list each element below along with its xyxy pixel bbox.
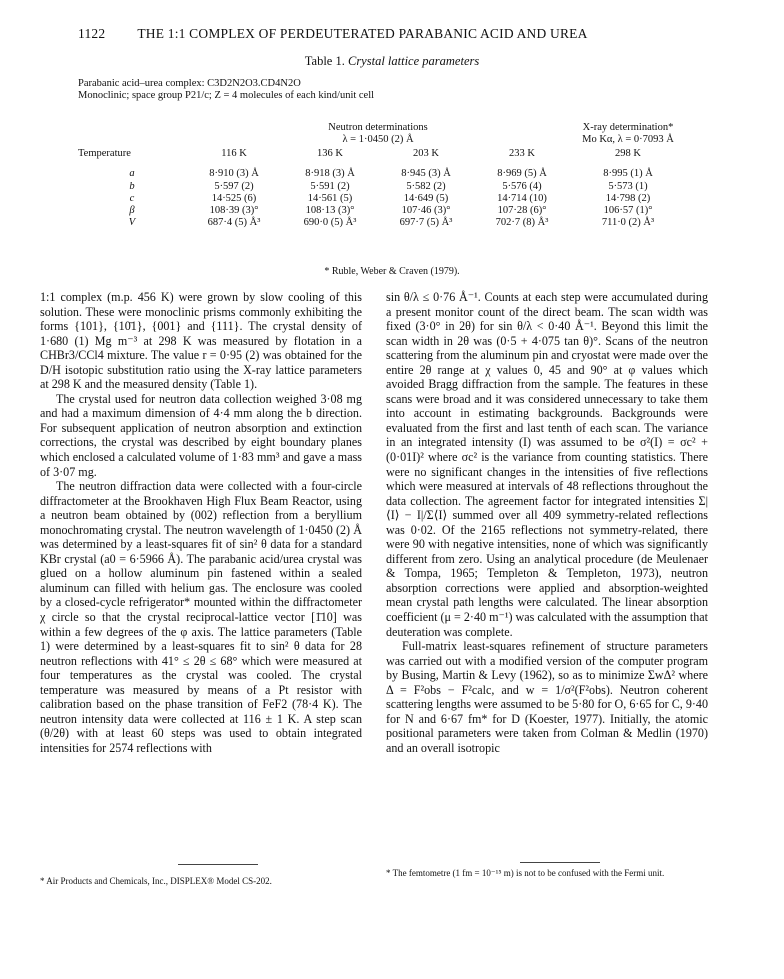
table-cell: 5·597 (2): [214, 180, 254, 192]
table-row: [78, 205, 686, 217]
table-caption-title: Crystal lattice parameters: [347, 54, 480, 68]
neutron-wavelength: λ = 1·0450 (2) Å: [342, 134, 414, 146]
left-paragraph-3: The neutron diffraction data were collected with a four-circle diffractometer at the Brookhaven High Flux Beam Reactor, using a neutron beam obtained by (002) reflection from a beryllium monochromating crystal. The neutron wavelength of 1·0450 (2) Å was determined by a least-squares fit of sin² θ data for a standard KBr crystal (a0 = 6·5966 Å). The parabanic acid/urea crystal was glued on a hollow aluminum pin fastened within a sealed aluminum can filled with helium gas. The enclosure was cooled by a closed-cycle refrigerator* mounted within the diffractometer χ circle so that the crystal reciprocal-lattice vector [1̄10] was within a few degrees of the φ axis. The lattice parameters (Table 1) were determined by a least-squares fit to sin² θ data for 28 neutron reflections with 41° ≤ 2θ ≤ 68° which were measured at four temperatures as the crystal was cooled. The crystal temperature was measured by means of a Pt resistor with calibration based on the phase transition of FeF2 (78·4 K). The neutron intensity data were collected at 116 ± 1 K. A step scan (θ/2θ) with at least 60 steps was used to obtain integrated intensities for 2574 reflections with: [40, 479, 362, 755]
table-footnote: * Ruble, Weber & Craven (1979).: [324, 266, 460, 277]
right-column: [386, 290, 708, 756]
table-cell: 107·28 (6)°: [497, 205, 547, 217]
right-paragraph-1: sin θ/λ ≤ 0·76 Å⁻¹. Counts at each step were accumulated during a present monitor count of the direct beam. The scan width was fixed (3·0° in 2θ) for sin θ/λ < 0·40 Å⁻¹. Beyond this limit the scan width in 2θ was (0·5 + 4·075 tan θ)°. Scans of the neutron scattering from the aluminum pin and cryostat were made over the entire 2θ range at χ values 0, 45 and 90° at φ values which avoided Bragg diffraction from the sample. The features in these scans were broad and it was considered unnecessary to take them into account in estimating backgrounds. Backgrounds were evaluated from the first and last tenth of each scan. The variance in an integrated intensity (I) was assumed to be σ²(I) = σc² + (0·01I)² where σc² is the variance from counting statistics. There were no significant changes in the intensities of five reflections which were measured at intervals of 48 reflections throughout the data collection. The agreement factor for integrated intensities Σ|⟨I⟩ − I|/Σ⟨I⟩ summed over all 409 symmetry-related reflections was 0·02. Of the 2165 reflections not symmetry-related, there were 90 with negative intensities, none of which was significantly different from zero. Using an analytical procedure (de Meulenaer & Tompa, 1965; Templeton & Templeton, 1973), neutron absorption corrections were applied and absorption-weighted mean crystal path lengths were calculated. The linear absorption coefficient (μ = 2·40 m⁻¹) was calculated with the assumption that deuteration was complete.: [386, 290, 708, 639]
table-cell: 108·13 (3)°: [305, 205, 355, 217]
xray-group-header: X-ray determination*: [582, 122, 674, 133]
running-header: [78, 26, 718, 42]
table-cell: 14·714 (10): [497, 192, 547, 204]
table-cell: 107·46 (3)°: [401, 205, 451, 217]
param-label: a: [129, 168, 135, 180]
table-cell: 14·525 (6): [211, 192, 257, 204]
table-cell: 8·910 (3) Å: [209, 168, 259, 180]
table-cell: 8·945 (3) Å: [401, 168, 451, 180]
table-cell: 8·995 (1) Å: [603, 168, 653, 180]
table-cell: 5·591 (2): [310, 180, 350, 192]
table-cell: 14·798 (2): [605, 192, 651, 204]
table-caption-label: Table 1.: [304, 54, 345, 68]
table-row: [78, 217, 686, 229]
temperature-116: 116 K: [221, 148, 247, 160]
temperature-298: 298 K: [615, 148, 641, 160]
table-cell: 697·7 (5) Å³: [399, 217, 453, 229]
left-paragraph-1: 1:1 complex (m.p. 456 K) were grown by slow cooling of this solution. These were monoclinic prisms commonly exhibiting the forms {101}, {10̄1}, {001} and {111}. The crystal density of 1·680 (1) Mg m⁻³ at 298 K was measured by flotation in a CHBr3/CCl4 mixture. The value r = 0·95 (2) was obtained for the D/H isotopic substitution ratio using the X-ray lattice parameters at 298 K and the measured density (Table 1).: [40, 290, 362, 392]
table-cell: 106·57 (1)°: [603, 205, 653, 217]
lattice-table: [78, 122, 686, 229]
table-cell: 690·0 (5) Å³: [303, 217, 357, 229]
running-title: THE 1:1 COMPLEX OF PERDEUTERATED PARABANIC ACID AND UREA: [137, 26, 588, 41]
table-cell: 702·7 (8) Å³: [495, 217, 549, 229]
neutron-group-header: Neutron determinations: [328, 122, 428, 133]
table-cell: 5·576 (4): [502, 180, 542, 192]
page-number: 1122: [78, 26, 106, 41]
param-label: c: [129, 192, 135, 204]
table-cell: 711·0 (2) Å³: [601, 217, 655, 229]
table-cell: 8·918 (3) Å: [305, 168, 355, 180]
table-cell: 108·39 (3)°: [209, 205, 259, 217]
table-cell: 14·561 (5): [307, 192, 353, 204]
xray-wavelength: Mo Kα, λ = 0·7093 Å: [582, 134, 674, 146]
table-cell: 687·4 (5) Å³: [207, 217, 261, 229]
param-label: β: [129, 205, 135, 217]
temperature-136: 136 K: [317, 148, 343, 160]
table-cell: 5·582 (2): [406, 180, 446, 192]
right-paragraph-2: Full-matrix least-squares refinement of structure parameters was carried out with a modified version of the computer program by Busing, Martin & Levy (1962), so as to minimize ΣwΔ² where Δ = F²obs − F²calc, and w = 1/σ²(F²obs). Neutron coherent scattering lengths were assumed to be 5·80 for O, 6·65 for C, 9·40 for N and 6·67 fm* for D (Koester, 1977). Initially, the atomic positional parameters were taken from Colman & Medlin (1970) and an overall isotropic: [386, 639, 708, 755]
crystal-system: Monoclinic; space group P21/c; Z = 4 molecules of each kind/unit cell: [78, 90, 375, 101]
table-cell: 5·573 (1): [608, 180, 648, 192]
temperature-203: 203 K: [413, 148, 439, 160]
footnote-right: * The femtometre (1 fm = 10⁻¹⁵ m) is not to be confused with the Fermi unit.: [386, 868, 665, 878]
temperature-label: Temperature: [78, 148, 131, 160]
table-row: [78, 193, 686, 205]
footnote-left: * Air Products and Chemicals, Inc., DISPLEX® Model CS-202.: [40, 876, 272, 886]
param-label: V: [128, 217, 136, 229]
table-cell: 8·969 (5) Å: [497, 168, 547, 180]
temperature-233: 233 K: [509, 148, 535, 160]
table-caption: [0, 54, 784, 69]
footnote-rule-right: [520, 862, 600, 863]
table-row: [78, 168, 686, 180]
footnote-rule-left: [178, 864, 258, 865]
left-paragraph-2: The crystal used for neutron data collection weighed 3·08 mg and had a maximum dimension of 4·4 mm along the b direction. For subsequent application of neutron absorption and extinction corrections, the crystal was described by eight boundary planes which enclosed a calculated volume of 1·83 mm³ and gave a mass of 3·07 mg.: [40, 391, 362, 479]
complex-formula: Parabanic acid–urea complex: C3D2N2O3.CD4N2O: [78, 78, 301, 89]
table-row: [78, 181, 686, 193]
left-column: [40, 290, 362, 756]
param-label: b: [129, 180, 135, 192]
table-cell: 14·649 (5): [403, 192, 449, 204]
